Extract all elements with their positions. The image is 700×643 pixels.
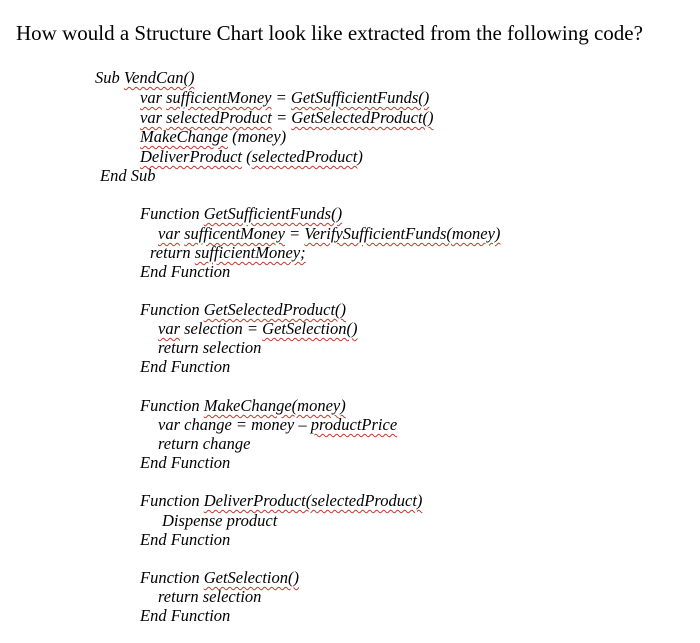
make-change-header (140, 396, 346, 416)
identifier: GetSelection() (203, 568, 299, 587)
keyword: Function (140, 568, 204, 587)
deliver-product-header (140, 491, 422, 511)
keyword: Function (140, 396, 204, 415)
identifier: GetSufficientFunds() (290, 88, 430, 107)
get-selection-footer: End Function (140, 606, 231, 625)
keyword: Function (140, 204, 204, 223)
identifier: sufficientMoney (166, 88, 272, 107)
identifier: DeliverProduct(selectedProduct) (203, 491, 423, 510)
keyword: var (140, 88, 162, 107)
text: ) (357, 147, 363, 166)
text: = (271, 88, 291, 107)
get-sufficient-funds-line-2 (150, 243, 306, 263)
make-change-line-1 (158, 415, 397, 435)
vendcan-footer: End Sub (100, 166, 156, 185)
keyword: return (150, 243, 195, 262)
deliver-product-footer: End Function (140, 530, 231, 549)
keyword: var (158, 319, 180, 338)
get-selected-product-footer: End Function (140, 357, 231, 376)
keyword: var (158, 224, 180, 243)
identifier: selectedProduct (251, 147, 358, 166)
make-change-footer: End Function (140, 453, 231, 472)
question-heading: How would a Structure Chart look like extracted from the following code? (16, 21, 643, 45)
identifier: MakeChange(money) (203, 396, 346, 415)
identifier: VendCan() (123, 68, 195, 87)
text: var change = money – (158, 415, 311, 434)
identifier: DeliverProduct (140, 147, 243, 166)
get-selection-line-1: return selection (158, 587, 262, 606)
text: (money) (227, 127, 287, 146)
keyword: Function (140, 491, 204, 510)
get-selected-product-line-1 (158, 319, 357, 339)
get-selected-product-line-2: return selection (158, 338, 262, 357)
text: = (271, 108, 292, 127)
identifier: GetSelectedProduct() (291, 108, 434, 127)
get-selection-header (140, 568, 299, 588)
text: = (284, 224, 305, 243)
get-selected-product-header (140, 300, 346, 320)
keyword: Sub (95, 68, 124, 87)
identifier: selectedProduct (166, 108, 272, 127)
text: selection = (180, 319, 263, 338)
sub-vendcan-header (95, 68, 194, 88)
keyword: Function (140, 300, 204, 319)
identifier: sufficientMoney; (194, 243, 306, 262)
identifier: MakeChange (140, 127, 228, 146)
deliver-product-line-1: Dispense product (162, 511, 278, 530)
get-sufficient-funds-line-1 (158, 224, 500, 244)
vendcan-line-2 (140, 108, 434, 128)
get-sufficient-funds-footer: End Function (140, 262, 231, 281)
get-sufficient-funds-header (140, 204, 342, 224)
text: ( (242, 147, 252, 166)
vendcan-line-4 (140, 147, 363, 167)
make-change-line-2: return change (158, 434, 251, 453)
identifier: productPrice (310, 415, 398, 434)
identifier: VerifySufficientFunds(money) (304, 224, 501, 243)
identifier: GetSelection() (262, 319, 358, 338)
identifier: GetSufficientFunds() (203, 204, 343, 223)
vendcan-line-1 (140, 88, 429, 108)
vendcan-line-3 (140, 127, 286, 147)
keyword: var (140, 108, 162, 127)
identifier: GetSelectedProduct() (203, 300, 347, 319)
identifier: sufficentMoney (184, 224, 285, 243)
